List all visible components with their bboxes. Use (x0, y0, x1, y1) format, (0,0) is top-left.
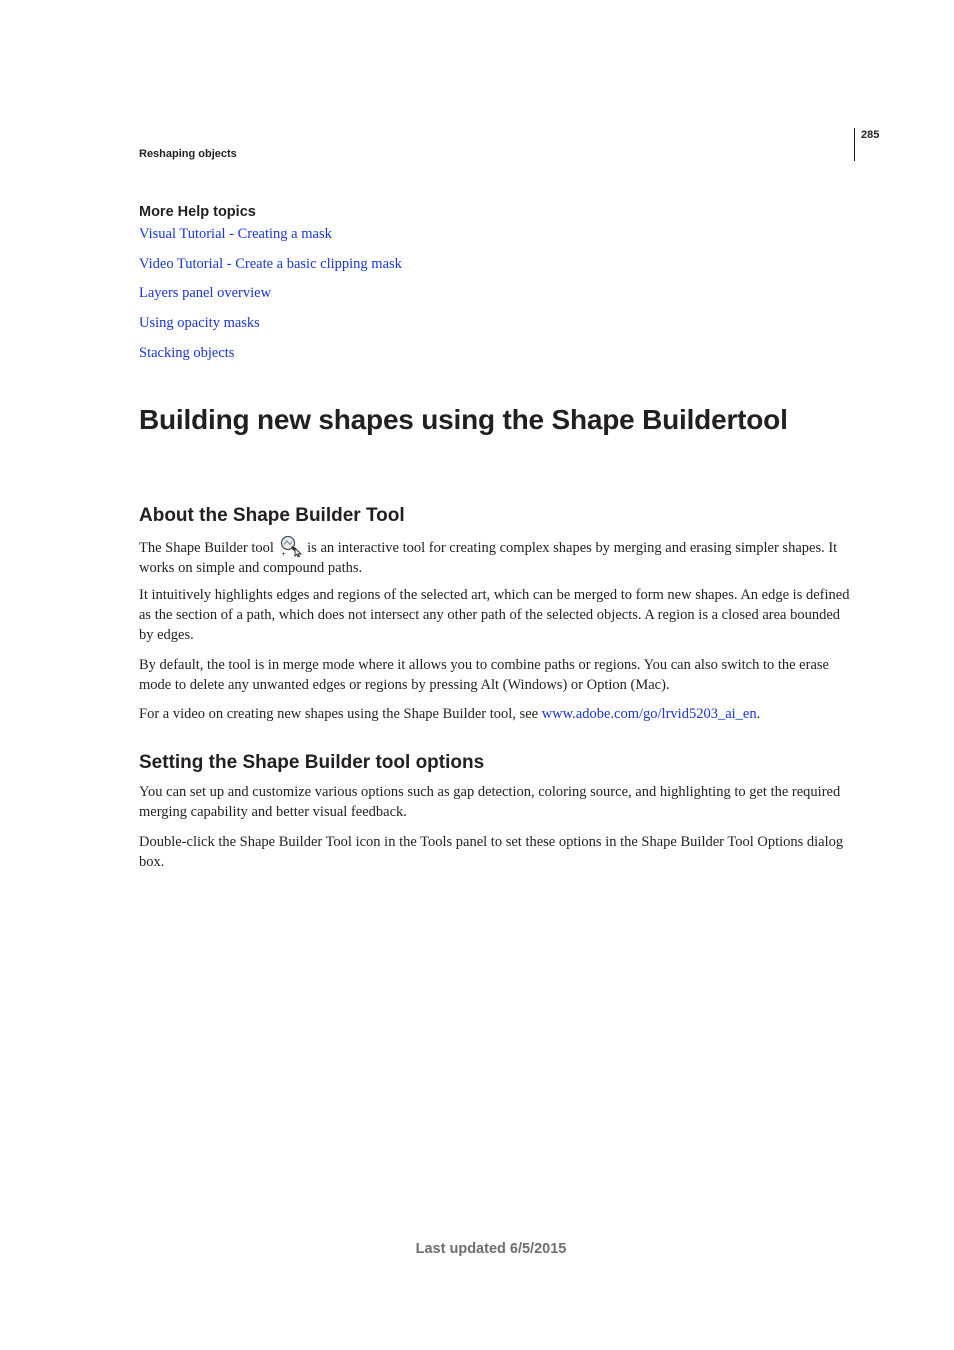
about-paragraph-3: By default, the tool is in merge mode where it allows you to combine paths or regions. You can also switch to the erase mode to delete any unwanted edges or regions by pressing Alt (Windows) or Option (Mac). (139, 657, 829, 693)
help-link-layers-panel[interactable]: Layers panel overview (139, 285, 272, 301)
help-link-stacking-objects[interactable]: Stacking objects (139, 345, 235, 361)
help-link-opacity-masks[interactable]: Using opacity masks (139, 315, 260, 331)
about-p1-text-end: is an interactive tool for creating complex shapes by merging and erasing simpler shapes. It works on simple and compound paths. (139, 540, 838, 576)
options-paragraph-2: Double-click the Shape Builder Tool icon in the Tools panel to set these options in the Shape Builder Tool Options dialog box. (139, 834, 844, 870)
help-link-visual-tutorial[interactable]: Visual Tutorial - Creating a mask (139, 226, 332, 242)
video-link[interactable]: www.adobe.com/go/lrvid5203_ai_en (541, 706, 757, 722)
last-updated: Last updated 6/5/2015 (415, 1241, 567, 1257)
page-number: 285 (861, 129, 880, 141)
header-rule (854, 128, 855, 161)
about-paragraph-1 (139, 535, 855, 578)
about-p1-text-start: The Shape Builder tool (139, 540, 274, 556)
page-title: Building new shapes using the Shape Buildertool (139, 404, 788, 435)
more-help-heading: More Help topics (139, 204, 256, 220)
options-heading: Setting the Shape Builder tool options (139, 752, 485, 773)
about-p4-text: For a video on creating new shapes using the Shape Builder tool, see (139, 706, 539, 722)
about-p4-period: . (756, 706, 761, 722)
options-paragraph-1: You can set up and customize various options such as gap detection, coloring source, and highlighting to get the required merging capability and better visual feedback. (139, 784, 841, 820)
about-paragraph-2: It intuitively highlights edges and regions of the selected art, which can be merged to form new shapes. An edge is defined as the section of a path, which does not intersect any other path of the selected objects. A region is a closed area bounded by edges. (139, 587, 850, 643)
shape-builder-tool-icon (279, 535, 303, 557)
about-paragraph-4 (139, 704, 855, 724)
about-heading: About the Shape Builder Tool (139, 505, 405, 526)
running-head: Reshaping objects (139, 148, 237, 160)
help-link-video-tutorial[interactable]: Video Tutorial - Create a basic clipping mask (139, 256, 402, 272)
svg-text:+: + (280, 551, 286, 557)
